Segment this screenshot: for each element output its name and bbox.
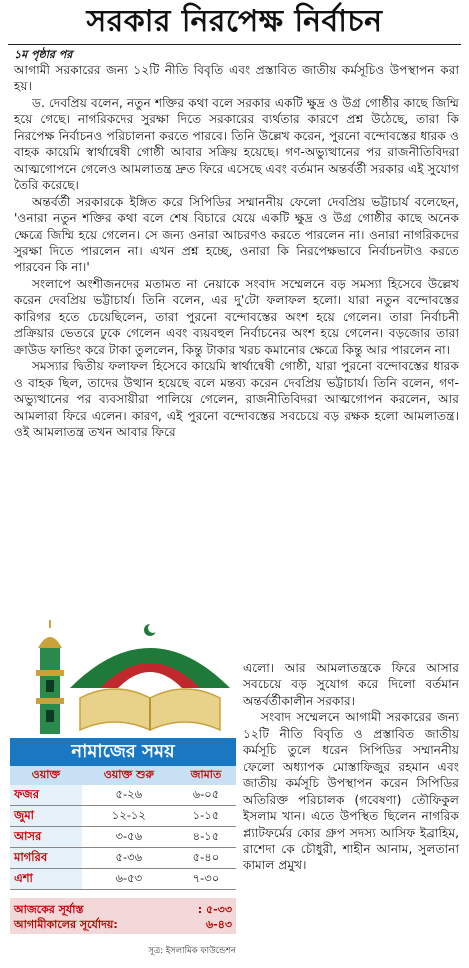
sunrise-value: ৬-৪৩ xyxy=(205,918,232,931)
prayer-start: ৩-৫৬ xyxy=(82,827,176,848)
paragraph: ড. দেবপ্রিয় বলেন, নতুন শক্তির কথা বলে সরকার একটি ক্ষুদ্র ও উগ্র গোষ্ঠীর কাছে জিম্মি হয়ে গেছে। নাগরিকদের সুরক্ষা দিতে সরকারের ব্যর্থতার কারণে প্রশ্ন উঠেছে, তারা কি নিরপেক্ষ নির্বাচনও পরিচালনা করতে পারবে। তিনি উল্লেখ করেন, পুরনো বন্দোবস্তের ধারক ও বাহক কায়েমি স্বার্থান্বেষী গোষ্ঠী আবার সক্রিয় হয়েছে। গণ-অভ্যুত্থানের পর রাজনীতিবিদরা আত্মগোপনে গেলেও আমলাতন্ত্র দ্রুত ফিরে এসেছে এবং বর্তমান অন্তর্বর্তী সরকার এই সুযোগ তৈরি করেছে। xyxy=(14,95,459,193)
paragraph: সংলাপে অংশীজনদের মতামত না নেয়াকে সংবাদ সম্মেলনে বড় সমস্যা হিসেবে উল্লেখ করেন দেবপ্রিয় ভট্টাচার্য। তিনি বলেন, এর দু'টো ফলাফল হলো। যারা নতুন বন্দোবস্তের কারিগর হতে চেয়েছিলেন, তারা পুরনো বন্দোবস্তের অংশ হয়ে গেলেন। তারা নির্বাচনী প্রক্রিয়ার ভেতরে ঢুকে গেলেন এবং ব্যয়বহুল নির্বাচনের অংশ হয়ে গেলেন। বড়জোর তারা ক্রাউড ফান্ডিং করে টাকা তুললেন, কিন্তু টাকার খরচ কমানোর ক্ষেত্রে কিন্তু আর পারলেন না। xyxy=(14,276,459,357)
book-left-page xyxy=(80,689,150,730)
prayer-name: মাগরিব xyxy=(10,848,82,869)
mosque-open-book-icon xyxy=(10,618,236,736)
sunrise-row xyxy=(14,917,232,932)
source-credit: সূত্র: ইসলামিক ফাউন্ডেশন xyxy=(148,946,236,956)
prayer-name: জুমা xyxy=(10,806,82,827)
paragraph: সমস্যার দ্বিতীয় ফলাফল হিসেবে কায়েমি স্বার্থান্বেষী গোষ্ঠী, যারা পুরনো বন্দোবস্তের ধারক ও বাহক ছিল, তাদের উত্থান হয়েছে বলে মন্তব্য করেন দেবপ্রিয় ভট্টাচার্য। তিনি বলেন, গণ-অভ্যুত্থানের পর ব্যবসায়ীরা পালিয়ে গেলেন, রাজনীতিবিদরা আত্মগোপন করলেন, আর আমলারা ফিরে এলেন। কারণ, এই পুরনো বন্দোবস্তের সবচেয়ে বড় রক্ষক হলো আমলাতন্ত্র। ওই আমলাতন্ত্র তখন আবার ফিরে xyxy=(14,359,459,439)
prayer-table-title: নামাজের সময় xyxy=(10,738,236,766)
column-header: ওয়াক্ত শুরু xyxy=(82,766,176,785)
prayer-jamat: ৭-৩০ xyxy=(176,869,236,890)
sunset-row xyxy=(14,902,232,917)
column-header: ওয়াক্ত xyxy=(10,766,82,785)
prayer-start: ১২-১২ xyxy=(82,806,176,827)
prayer-start: ৫-২৬ xyxy=(82,785,176,806)
prayer-jamat: ৪-১৫ xyxy=(176,827,236,848)
prayer-start: ৬-৫৩ xyxy=(82,869,176,890)
sunrise-label: আগামীকালের সূর্যোদয়: xyxy=(14,918,118,931)
paragraph: এলো। আর আমলাতন্ত্রকে ফিরে আসার সবচেয়ে বড় সুযোগ করে দিলো বর্তমান অন্তর্বর্তীকালীন সরকার। xyxy=(243,661,459,708)
sunset-label: আজকের সূর্যাস্ত xyxy=(14,903,84,916)
table-row xyxy=(10,827,236,848)
article-wrap-column xyxy=(243,660,459,874)
table-row xyxy=(10,848,236,869)
prayer-time-table xyxy=(10,766,236,890)
prayer-start: ৫-৩৬ xyxy=(82,848,176,869)
table-row xyxy=(10,869,236,890)
prayer-jamat: ১-১৫ xyxy=(176,806,236,827)
book-right-page xyxy=(150,689,220,730)
column-header: জামাত xyxy=(176,766,236,785)
prayer-jamat: ৫-৪০ xyxy=(176,848,236,869)
table-row xyxy=(10,785,236,806)
paragraph: আগামী সরকারের জন্য ১২টি নীতি বিবৃতি এবং প্রস্তাবিত জাতীয় কর্মসূচিও উপস্থাপন করা হয়। xyxy=(14,63,459,94)
prayer-name: আসর xyxy=(10,827,82,848)
prayer-jamat: ৬-০৫ xyxy=(176,785,236,806)
sun-times-box xyxy=(10,898,236,934)
sunset-value: : ৫-৩৩ xyxy=(197,903,232,916)
prayer-name: ফজর xyxy=(10,785,82,806)
continued-label: ১ম পৃষ্ঠার পর xyxy=(14,48,73,61)
table-row xyxy=(10,806,236,827)
article-body xyxy=(14,62,459,440)
headline: সরকার নিরপেক্ষ নির্বাচন xyxy=(86,4,383,39)
paragraph: সংবাদ সম্মেলনে আগামী সরকারের জন্য ১২টি নীতি বিবৃতি ও প্রস্তাবিত জাতীয় কর্মসূচি তুলে ধরেন সিপিডির সম্মাননীয় ফেলো অধ্যাপক মোস্তাফিজুর রহমান এবং জাতীয় কর্মসূচি উপস্থাপন করেন সিপিডির অতিরিক্ত পরিচালক (গবেষণা) তৌফিকুল ইসলাম খান। এতে উপস্থিত ছিলেন নাগরিক প্ল্যাটফর্মের কোর গ্রুপ সদস্য আসিফ ইব্রাহিম, রাশেদা কে চৌধুরী, শাহীন আনাম, সুলতানা কামাল প্রমুখ। xyxy=(243,710,459,873)
headline-rule xyxy=(8,44,461,45)
paragraph: অন্তর্বর্তী সরকারকে ইঙ্গিত করে সিপিডির সম্মাননীয় ফেলো দেবপ্রিয় ভট্টাচার্য বলেছেন, 'ওনারা নতুন শক্তির কথা বলে শেষ বিচারে যেয়ে একটি ক্ষুদ্র ও উগ্র গোষ্ঠীর কাছে অনেক ক্ষেত্রে জিম্মি হয়ে গেলেন। সে জন্য ওনারা আচরণও করতে পারলেন না। ওনারা নাগরিকদের সুরক্ষা দিতে পারলেন না। এখন প্রশ্ন হচ্ছে, ওনারা কি নিরপেক্ষভাবে নির্বাচনটাও করতে পারবেন কি না।' xyxy=(14,194,459,275)
prayer-name: এশা xyxy=(10,869,82,890)
